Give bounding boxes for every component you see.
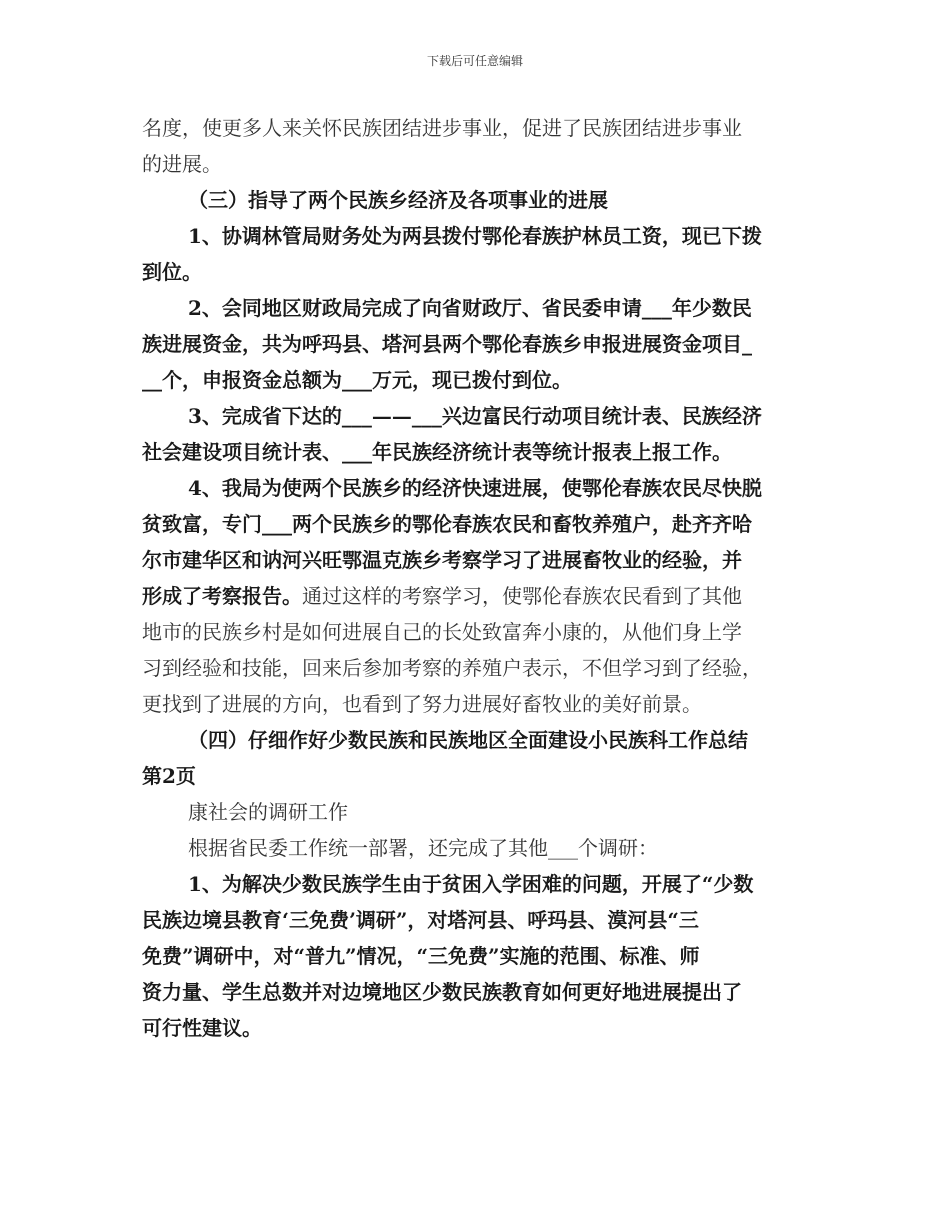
text-line [142, 254, 818, 290]
text-line-content: 地市的民族乡村是如何进展自己的长处致富奔小康的，从他们身上学 [142, 620, 742, 644]
text-line [142, 866, 818, 902]
text-line-content: 1、协调林管局财务处为两县拨付鄂伦春族护林员工资，现已下拨 [188, 224, 762, 248]
text-line [142, 578, 818, 614]
text-line [142, 1010, 818, 1046]
text-line-content: 4、我局为使两个民族乡的经济快速进展，使鄂伦春族农民尽快脱 [188, 476, 762, 500]
text-line-content: 根据省民委工作统一部署，还完成了其他___个调研： [188, 836, 658, 860]
text-line [142, 506, 818, 542]
text-line-content: __个，申报资金总额为___万元，现已拨付到位。 [142, 368, 572, 392]
text-line [142, 938, 818, 974]
text-line-content: 3、完成省下达的___——___兴边富民行动项目统计表、民族经济 [188, 404, 762, 428]
text-line [142, 362, 818, 398]
text-line [142, 542, 818, 578]
text-line [142, 398, 818, 434]
text-line [142, 758, 818, 794]
text-line [142, 686, 818, 722]
text-line [142, 146, 818, 182]
text-line-content: 2、会同地区财政局完成了向省财政厅、省民委申请___年少数民 [188, 296, 752, 320]
text-line-content: 形成了考察报告。 [142, 584, 302, 608]
text-line [142, 470, 818, 506]
text-line-content: 尔市建华区和讷河兴旺鄂温克族乡考察学习了进展畜牧业的经验，并 [142, 548, 742, 572]
text-line-content: （三）指导了两个民族乡经济及各项事业的进展 [188, 188, 608, 212]
text-line-content: 习到经验和技能，回来后参加考察的养殖户表示，不但学习到了经验， [142, 656, 762, 680]
document-body [142, 110, 818, 1046]
text-line-content: 更找到了进展的方向，也看到了努力进展好畜牧业的美好前景。 [142, 692, 702, 716]
text-line-content: 社会建设项目统计表、___年民族经济统计表等统计报表上报工作。 [142, 440, 732, 464]
text-line [142, 722, 818, 758]
text-line [142, 830, 818, 866]
text-line [142, 182, 818, 218]
text-line [142, 110, 818, 146]
page-header: 下载后可任意编辑 [426, 54, 523, 68]
text-line-content: （四）仔细作好少数民族和民族地区全面建设小民族科工作总结 [188, 728, 748, 752]
text-line [142, 326, 818, 362]
text-line [142, 218, 818, 254]
text-line [142, 290, 818, 326]
text-line-content: 族进展资金，共为呼玛县、塔河县两个鄂伦春族乡申报进展资金项目_ [142, 332, 752, 356]
text-line [142, 434, 818, 470]
text-line-tail: 通过这样的考察学习，使鄂伦春族农民看到了其他 [302, 584, 742, 608]
text-line-content: 第2页 [142, 764, 196, 788]
text-line [142, 902, 818, 938]
text-line-content: 资力量、学生总数并对边境地区少数民族教育如何更好地进展提出了 [142, 980, 742, 1004]
text-line [142, 650, 818, 686]
text-line-content: 名度，使更多人来关怀民族团结进步事业，促进了民族团结进步事业 [142, 116, 742, 140]
text-line-content: 1、为解决少数民族学生由于贫困入学困难的问题，开展了“少数 [188, 872, 754, 896]
text-line-content: 的进展。 [142, 152, 222, 176]
text-line-content: 康社会的调研工作 [188, 800, 348, 824]
text-line [142, 974, 818, 1010]
text-line-content: 民族边境县教育‘三免费’调研”，对塔河县、呼玛县、漠河县“三 [142, 908, 699, 932]
text-line-content: 贫致富，专门___两个民族乡的鄂伦春族农民和畜牧养殖户，赴齐齐哈 [142, 512, 752, 536]
text-line-content: 免费”调研中，对“普九”情况，“三免费”实施的范围、标准、师 [142, 944, 700, 968]
text-line-content: 可行性建议。 [142, 1016, 262, 1040]
text-line-content: 到位。 [142, 260, 202, 284]
text-line [142, 614, 818, 650]
text-line [142, 794, 818, 830]
